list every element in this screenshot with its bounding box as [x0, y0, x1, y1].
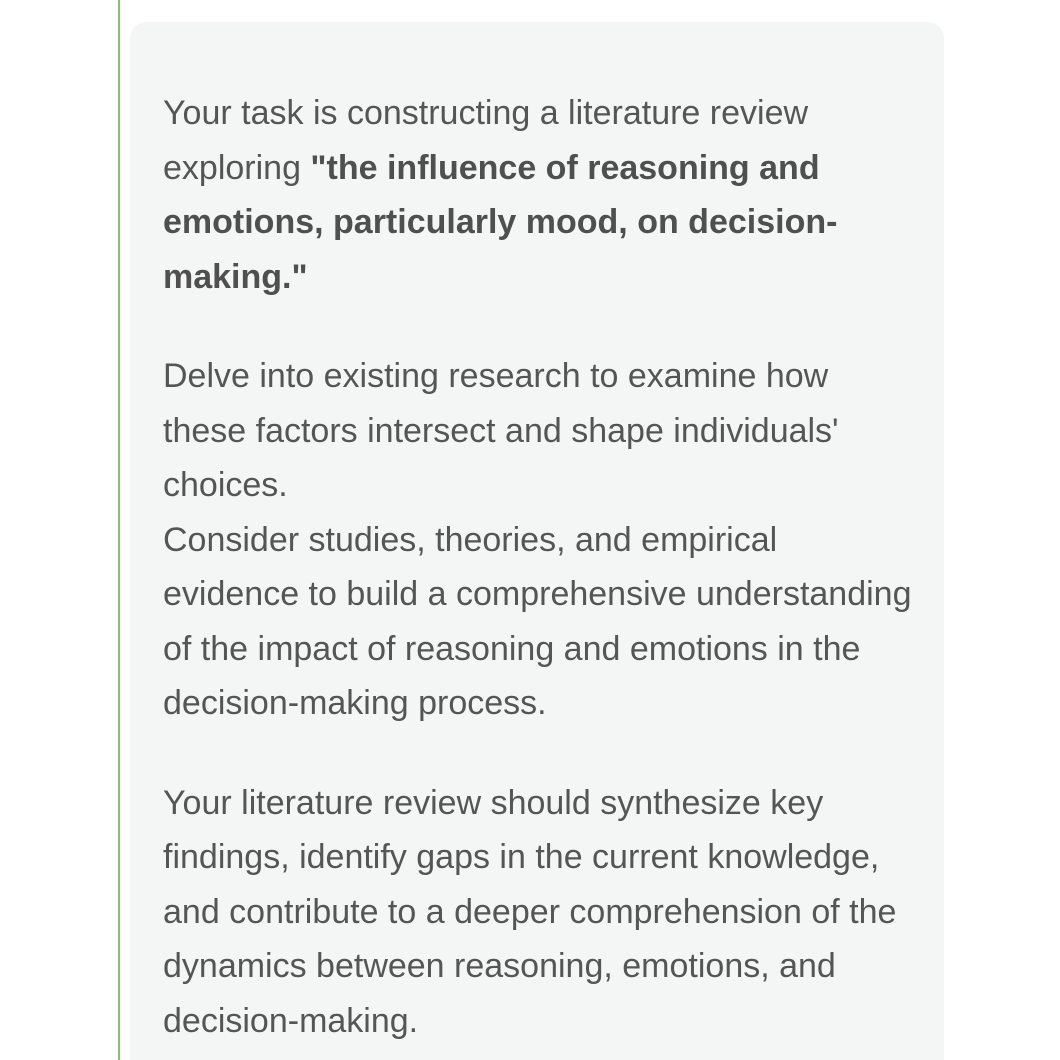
research-paragraph: Delve into existing research to examine how these factors intersect and shape individuals' choices.: [163, 357, 839, 504]
left-border-rule: [118, 0, 120, 1060]
evidence-paragraph: Consider studies, theories, and empirical evidence to build a comprehensive understanding of the impact of reasoning and emotions in the decision-making process.: [163, 520, 912, 722]
message-card: [130, 22, 944, 1060]
intro-text: Your task is constructing a literature review exploring: [163, 94, 809, 187]
intro-paragraph: [163, 86, 920, 304]
synthesis-paragraph: Your literature review should synthesize key findings, identify gaps in the current knowledge, and contribute to a deeper comprehension of the dynamics between reasoning, emotions, and decision-making.: [163, 783, 897, 1040]
intro-bold-topic: "the influence of reasoning and emotions, particularly mood, on decision-making.": [163, 148, 838, 296]
